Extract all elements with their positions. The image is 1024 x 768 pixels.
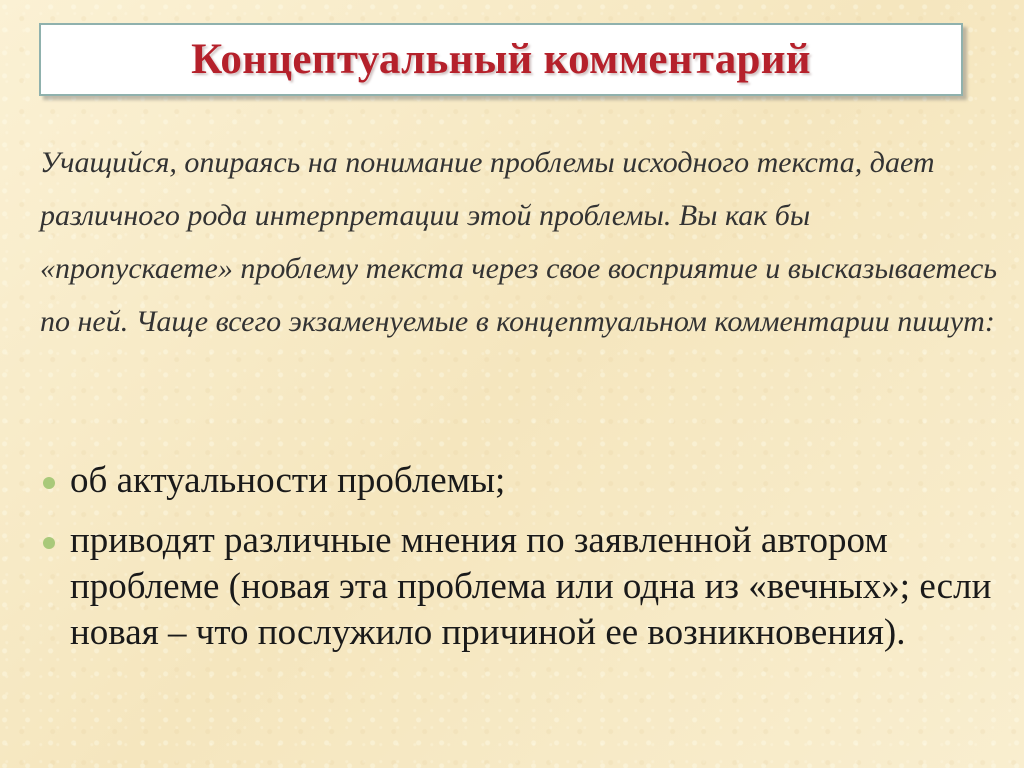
title-box bbox=[39, 23, 963, 96]
bullet-text: приводят различные мнения по заявленной автором проблеме (новая эта проблема или одна из «вечных»; если новая – что послужило причиной ее возникновения). bbox=[70, 520, 992, 653]
bullet-dot-icon bbox=[43, 537, 55, 549]
bullet-item-opinions bbox=[40, 518, 1000, 656]
bullet-item-relevance bbox=[40, 458, 1000, 504]
bullet-dot-icon bbox=[43, 477, 55, 489]
intro-paragraph: Учащийся, опираясь на понимание проблемы исходного текста, дает различного рода интерпретации этой проблемы. Вы как бы «пропускаете» проблему текста через свое восприятие и высказываетесь по ней. Чаще всего экзаменуемые в концептуальном комментарии пишут: bbox=[40, 146, 997, 338]
bullet-list bbox=[40, 458, 1000, 670]
bullet-text: об актуальности проблемы; bbox=[70, 460, 506, 501]
slide-title: Концептуальный комментарий bbox=[191, 36, 811, 83]
